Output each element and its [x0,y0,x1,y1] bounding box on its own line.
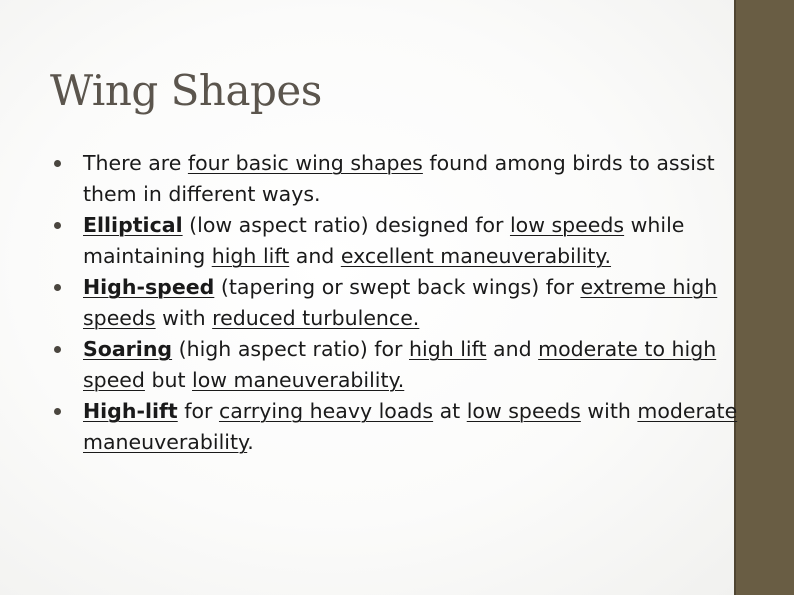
bullet-dot-icon [54,346,61,353]
bullet-item [52,272,742,334]
bullet-item [52,210,742,272]
bullet-text: for [177,399,219,423]
emphasized-text: low speeds [466,399,581,423]
bullet-text: with [155,306,213,330]
emphasized-text: carrying heavy loads [218,399,434,423]
bullet-text: with [580,399,638,423]
bullet-dot-icon [54,284,61,291]
bullet-text: at [433,399,467,423]
bullet-text: (high aspect ratio) for [172,337,409,361]
bullet-text: found among birds to assist them in different ways. [83,151,715,206]
emphasized-text: high lift [211,244,290,268]
bullet-text: but [144,368,193,392]
bullet-item [52,148,742,210]
bullet-item [52,396,742,458]
term-label: Soaring [83,337,173,361]
bullet-text: . [247,430,254,454]
emphasized-text: four basic wing shapes [187,151,423,175]
bullet-item [52,334,742,396]
term-label: High-lift [83,399,178,423]
emphasized-text: extreme high speeds [83,275,718,330]
bullet-text: and [486,337,539,361]
emphasized-text: reduced turbulence. [212,306,420,330]
bullet-text: while maintaining [83,213,685,268]
emphasized-text: low maneuverability. [192,368,405,392]
slide-title: Wing Shapes [50,66,322,115]
emphasized-text: moderate to high speed [83,337,717,392]
bullet-dot-icon [54,222,61,229]
side-accent-bar [734,0,794,595]
bullet-dot-icon [54,408,61,415]
emphasized-text: low speeds [509,213,625,237]
bullet-text: There are [83,151,188,175]
bullet-text: and [289,244,341,268]
term-label: Elliptical [83,213,183,237]
bullet-list [52,148,742,458]
emphasized-text: moderate maneuverability [83,399,738,454]
emphasized-text: excellent maneuverability. [340,244,612,268]
bullet-text: (low aspect ratio) designed for [182,213,510,237]
bullet-dot-icon [54,160,61,167]
term-label: High-speed [83,275,215,299]
bullet-text: (tapering or swept back wings) for [214,275,581,299]
emphasized-text: high lift [409,337,487,361]
